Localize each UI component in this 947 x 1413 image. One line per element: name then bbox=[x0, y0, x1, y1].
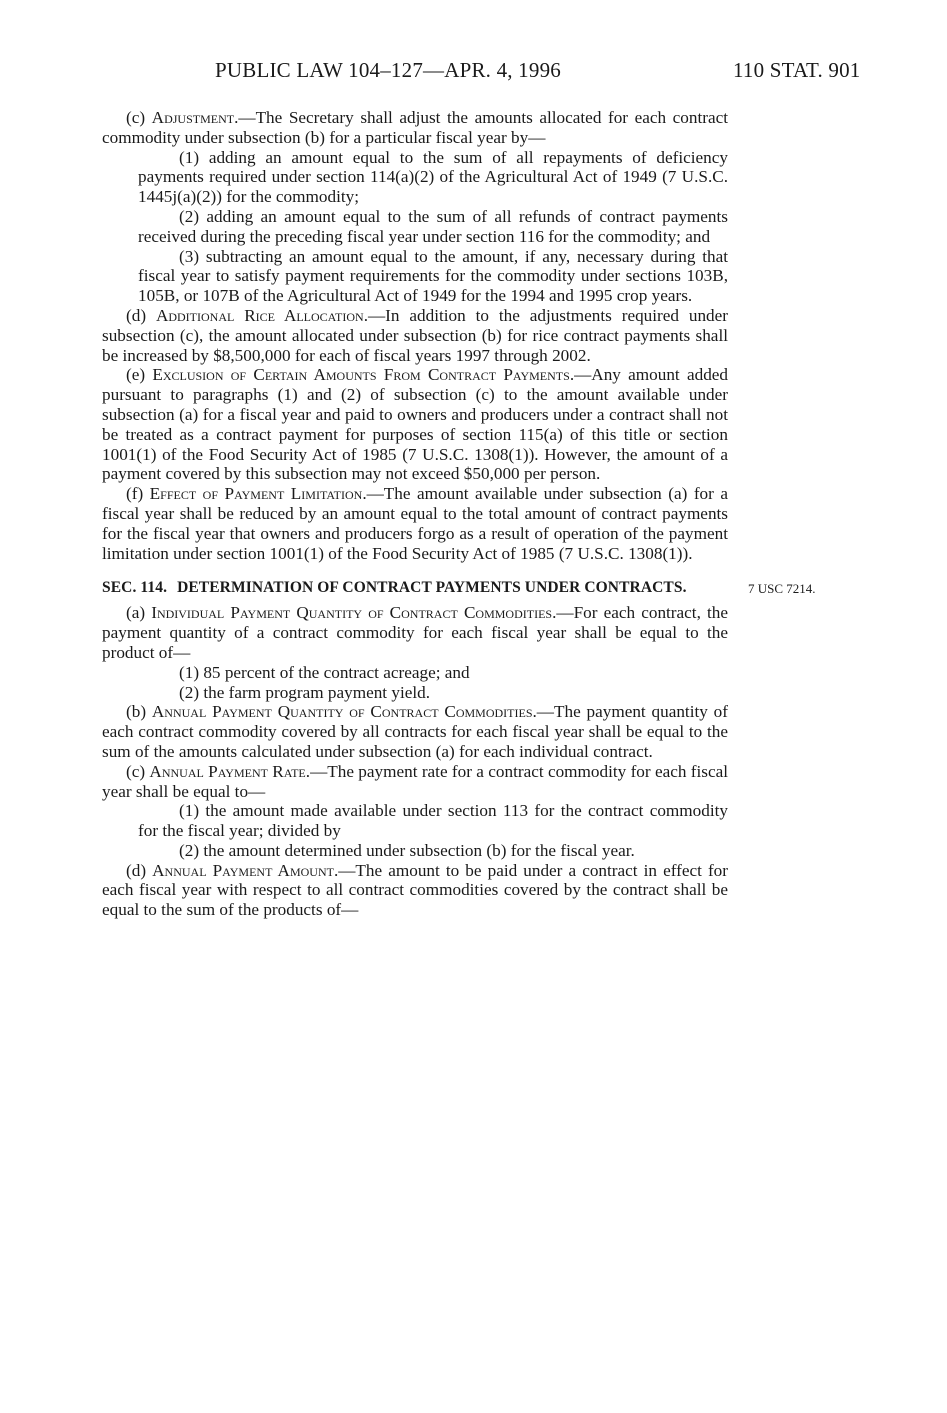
subsection-f-payment-limitation bbox=[102, 484, 728, 563]
usc-margin-note: 7 USC 7214. bbox=[748, 581, 816, 597]
subsection-heading: Annual Payment Quantity of Contract Commodities bbox=[151, 702, 533, 722]
subsection-heading: Adjustment bbox=[151, 108, 235, 127]
subsection-text: .—In addition to the adjustments required under subsection (c), the amount allocated under subsection (b) for rice contract payments shall be increased by $8,500,000 for each of fiscal years 1997 through 2002. bbox=[102, 305, 728, 365]
page-number: 110 STAT. 901 bbox=[733, 58, 861, 82]
section-114-subsection-a bbox=[102, 603, 728, 662]
subsection-text: .—For each contract, the payment quantity of a contract commodity for each fiscal year shall be equal to the product of— bbox=[102, 603, 728, 662]
paragraph-item: (2) the farm program payment yield. bbox=[179, 682, 431, 702]
subsection-label: (b) bbox=[126, 702, 152, 722]
paragraph-item: (2) the amount determined under subsection (b) for the fiscal year. bbox=[179, 840, 635, 860]
paragraph-item: (1) the amount made available under section 113 for the contract commodity for the fiscal year; divided by bbox=[138, 801, 728, 841]
subsection-label: (e) bbox=[126, 365, 153, 385]
subsection-text: .—Any amount added pursuant to paragraphs (1) and (2) of subsection (c) to the amount available under subsection (a) for a fiscal year and paid to owners and producers under a contract shall not be treated as a contract payment for purposes of section 115(a) of this title or section 1001(1) of the Food Security Act of 1985 (7 U.S.C. 1308(1)). However, the amount of a payment covered by this subsection may not exceed $50,000 per person. bbox=[102, 365, 729, 484]
section-number: SEC. 114. bbox=[102, 579, 168, 597]
section-114-block bbox=[102, 578, 816, 597]
paragraph-item: (1) 85 percent of the contract acreage; and bbox=[179, 662, 470, 682]
subsection-c-adjustment bbox=[102, 108, 728, 148]
subsection-text: .—The amount available under subsection (a) for a fiscal year shall be reduced by an amount equal to the total amount of contract payments for the fiscal year that owners and producers forgo as a result of operation of the payment limitation under section 1001(1) of the Food Security Act of 1985 (7 U.S.C. 1308(1)). bbox=[102, 484, 728, 563]
section-title: DETERMINATION OF CONTRACT PAYMENTS UNDER CONTRACTS. bbox=[177, 579, 687, 597]
subsection-heading: Annual Payment Amount bbox=[152, 860, 334, 880]
subsection-text: .—The Secretary shall adjust the amounts allocated for each contract commodity under subsection (b) for a particular fiscal year by— bbox=[102, 108, 729, 147]
subsection-heading: Individual Payment Quantity of Contract Commodities bbox=[151, 603, 553, 623]
subsection-label: (d) bbox=[126, 305, 156, 325]
subsection-heading: Exclusion of Certain Amounts From Contract Payments bbox=[152, 365, 570, 385]
document-body bbox=[102, 108, 816, 920]
subsection-e-exclusion bbox=[102, 365, 728, 484]
page-header bbox=[0, 58, 947, 88]
subsection-label: (c) bbox=[126, 108, 152, 127]
subsection-label: (a) bbox=[126, 603, 152, 623]
running-head-title: PUBLIC LAW 104–127—APR. 4, 1996 bbox=[215, 58, 561, 82]
paragraph-item: (2) adding an amount equal to the sum of all refunds of contract payments received during the preceding fiscal year under section 116 for the commodity; and bbox=[138, 206, 728, 246]
subsection-heading: Additional Rice Allocation bbox=[155, 305, 364, 325]
section-heading bbox=[102, 578, 728, 597]
subsection-heading: Annual Payment Rate bbox=[149, 761, 306, 781]
subsection-label: (f) bbox=[126, 484, 150, 504]
section-114-subsection-c bbox=[102, 762, 728, 802]
subsection-heading: Effect of Payment Limitation bbox=[149, 484, 363, 504]
subsection-text: .—The payment quantity of each contract commodity covered by all contracts for each fiscal year shall be equal to the sum of the amounts calculated under subsection (a) for each individual contract. bbox=[102, 702, 728, 761]
subsection-label: (d) bbox=[126, 860, 153, 880]
section-114-subsection-d bbox=[102, 861, 728, 920]
subsection-text: .—The amount to be paid under a contract in effect for each fiscal year with respect to all contract commodities covered by the contract shall be equal to the sum of the products of— bbox=[102, 860, 728, 920]
paragraph-item: (1) adding an amount equal to the sum of all repayments of deficiency payments required under section 114(a)(2) of the Agricultural Act of 1949 (7 U.S.C. 1445j(a)(2)) for the commodity; bbox=[138, 147, 728, 207]
subsection-d-rice-allocation bbox=[102, 306, 728, 365]
subsection-text: .—The payment rate for a contract commodity for each fiscal year shall be equal to— bbox=[102, 761, 729, 801]
section-114-subsection-b bbox=[102, 702, 728, 761]
subsection-label: (c) bbox=[126, 761, 150, 781]
paragraph-item: (3) subtracting an amount equal to the amount, if any, necessary during that fiscal year to satisfy payment requirements for the commodity under sections 103B, 105B, or 107B of the Agricultural Act of 1949 for the 1994 and 1995 crop years. bbox=[138, 246, 728, 306]
